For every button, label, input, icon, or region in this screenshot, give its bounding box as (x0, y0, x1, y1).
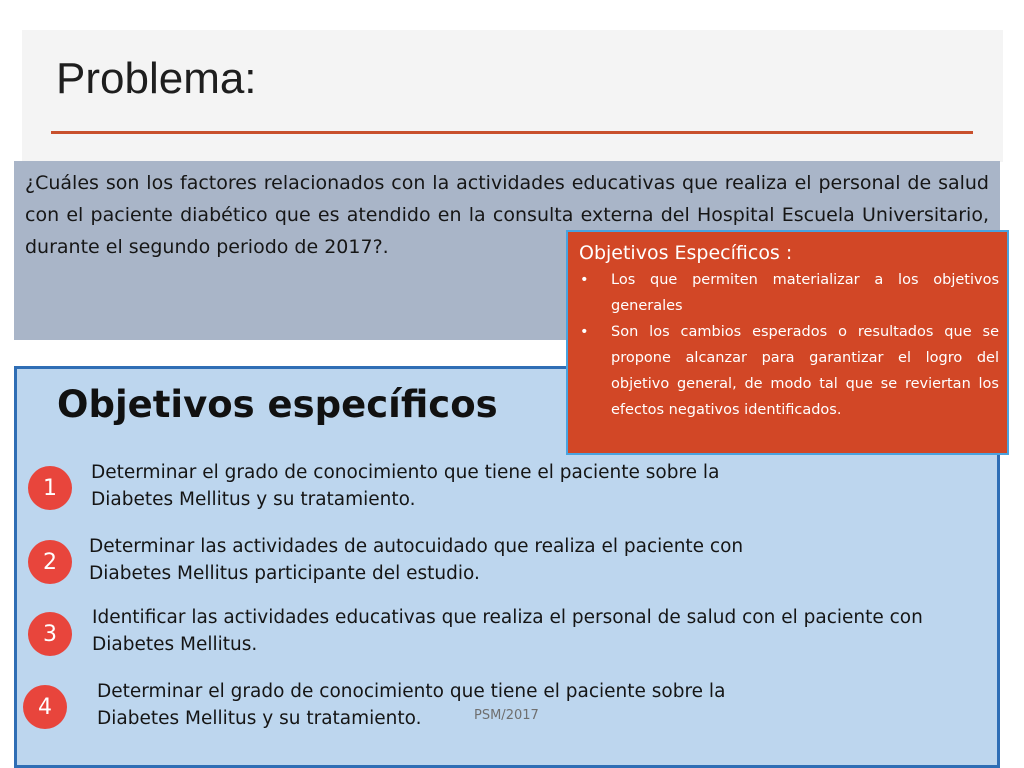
callout-list (579, 267, 999, 423)
objective-text-1 (91, 459, 719, 513)
objective-text-3 (92, 604, 923, 658)
objective-text-line: Determinar el grado de conocimiento que tiene el paciente sobre la (97, 681, 726, 702)
objective-text-line: Diabetes Mellitus y su tratamiento. (91, 489, 416, 510)
footer-tag: PSM/2017 (474, 708, 539, 723)
number-badge-2: 2 (28, 540, 72, 584)
callout-box (566, 230, 1009, 455)
callout-title: Objetivos Específicos : (579, 242, 793, 264)
page-title: Problema: (56, 54, 257, 103)
objective-text-line: Determinar las actividades de autocuidado que realiza el paciente con (89, 536, 744, 557)
bullet-icon: • (580, 272, 589, 288)
number-badge-4: 4 (23, 685, 67, 729)
number-badge-1: 1 (28, 466, 72, 510)
callout-bullet-text: Son los cambios esperados o resultados que se propone alcanzar para garantizar el logro del objetivo general, de modo tal que se reviertan los efectos negativos identificados. (611, 324, 999, 418)
problem-statement: ¿Cuáles son los factores relacionados con la actividades educativas que realiza el personal de salud con el paciente diabético que es atendido en la consulta externa del Hospital Escuela Universitario, durante el segundo periodo de 2017?. (25, 172, 989, 258)
objective-text-line: Diabetes Mellitus y su tratamiento. (97, 708, 422, 729)
objective-text-line: Identificar las actividades educativas que realiza el personal de salud con el paciente con (92, 607, 923, 628)
callout-bullet-item (579, 319, 999, 423)
callout-bullet-text: Los que permiten materializar a los objetivos generales (611, 272, 999, 314)
callout-bullet-item (579, 267, 999, 319)
objective-text-4 (97, 678, 725, 732)
objective-text-line: Diabetes Mellitus. (92, 634, 258, 655)
objective-text-line: Diabetes Mellitus participante del estudio. (89, 563, 480, 584)
bullet-icon: • (580, 324, 589, 340)
objective-text-2 (89, 533, 743, 587)
title-divider (51, 131, 973, 134)
objective-text-line: Determinar el grado de conocimiento que tiene el paciente sobre la (91, 462, 720, 483)
number-badge-3: 3 (28, 612, 72, 656)
objectives-heading: Objetivos específicos (57, 383, 498, 426)
